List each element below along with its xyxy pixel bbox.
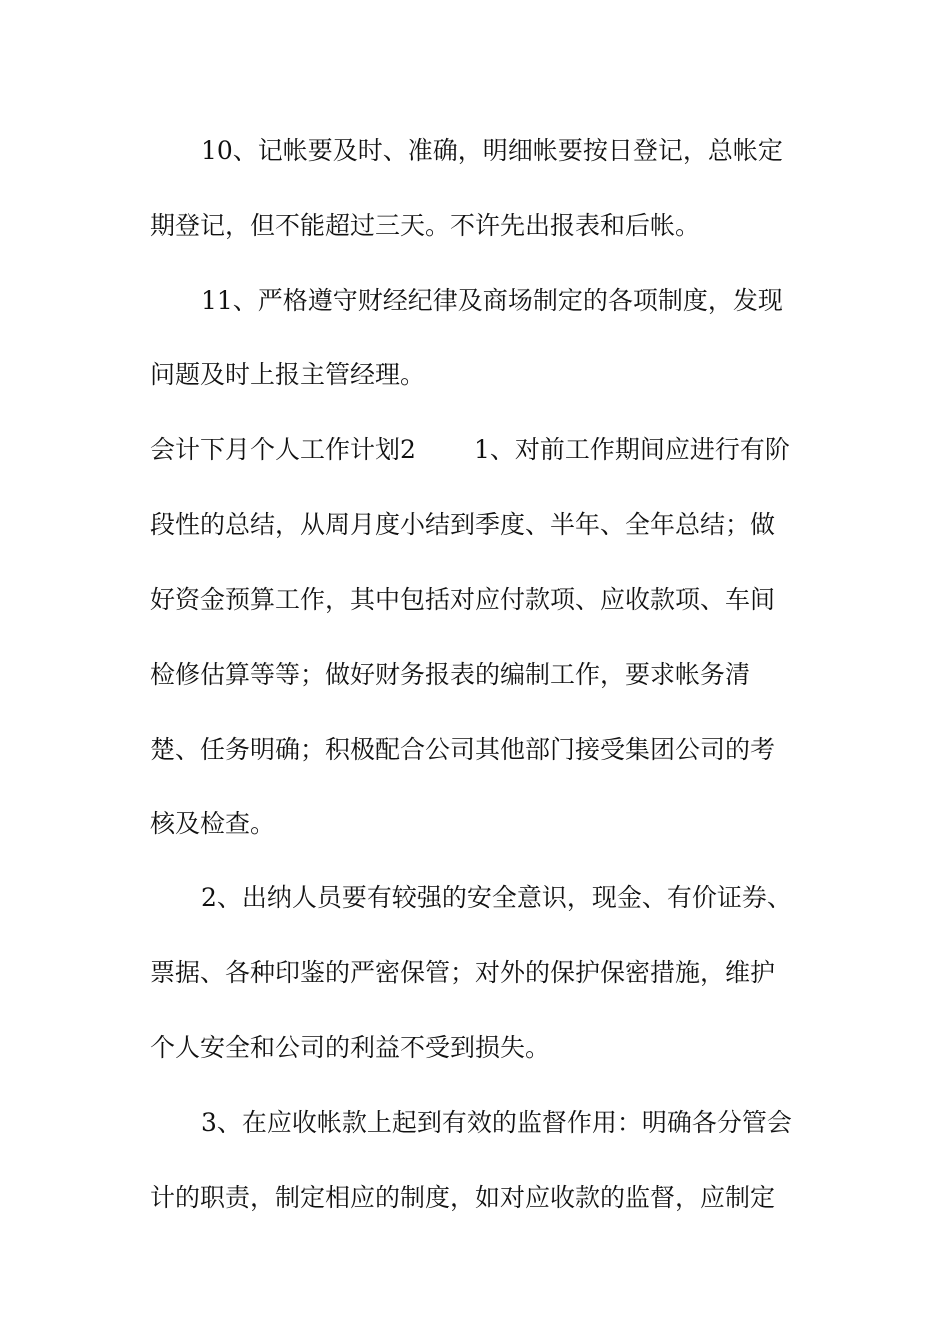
text: 好资金预算工作，其中包括对应付款项、应收款项、车间 <box>150 585 776 614</box>
text: 期登记，但不能超过三天。不许先出报表和后帐。 <box>150 211 701 240</box>
text: 个人安全和公司的利益不受到损失。 <box>150 1033 551 1062</box>
text: 计的职责，制定相应的制度，如对应收款的监督，应制定 <box>150 1183 776 1212</box>
item-1-line-4 <box>0 655 950 695</box>
text: 10、记帐要及时、准确，明细帐要按日登记，总帐定 <box>201 136 783 165</box>
text: 楚、任务明确；积极配合公司其他部门接受集团公司的考 <box>150 735 776 764</box>
text: 检修估算等等；做好财务报表的编制工作，要求帐务清 <box>150 660 751 689</box>
text: 2、出纳人员要有较强的安全意识，现金、有价证券、 <box>201 883 792 912</box>
item-3-line-2 <box>0 1178 950 1218</box>
text: 3、在应收帐款上起到有效的监督作用：明确各分管会 <box>201 1108 792 1137</box>
item-1-line-6 <box>0 804 950 844</box>
paragraph-10-line-2 <box>0 206 950 246</box>
text: 核及检查。 <box>150 809 276 838</box>
paragraph-10-line-1 <box>0 131 950 171</box>
paragraph-11-line-1 <box>0 281 950 321</box>
text: 11、严格遵守财经纪律及商场制定的各项制度，发现 <box>201 286 783 315</box>
section-heading-line <box>0 430 950 470</box>
item-2-line-3 <box>0 1028 950 1068</box>
text: 票据、各种印鉴的严密保管；对外的保护保密措施，维护 <box>150 958 776 987</box>
item-2-line-1 <box>0 878 950 918</box>
text: 段性的总结，从周月度小结到季度、半年、全年总结；做 <box>150 510 776 539</box>
item-1-line-2 <box>0 505 950 545</box>
item-1-start: 1、对前工作期间应进行有阶 <box>474 435 790 464</box>
paragraph-11-line-2 <box>0 355 950 395</box>
item-3-line-1 <box>0 1103 950 1143</box>
text: 问题及时上报主管经理。 <box>150 360 426 389</box>
item-1-line-5 <box>0 730 950 770</box>
section-heading: 会计下月个人工作计划2 <box>150 435 416 464</box>
item-2-line-2 <box>0 953 950 993</box>
item-1-line-3 <box>0 580 950 620</box>
